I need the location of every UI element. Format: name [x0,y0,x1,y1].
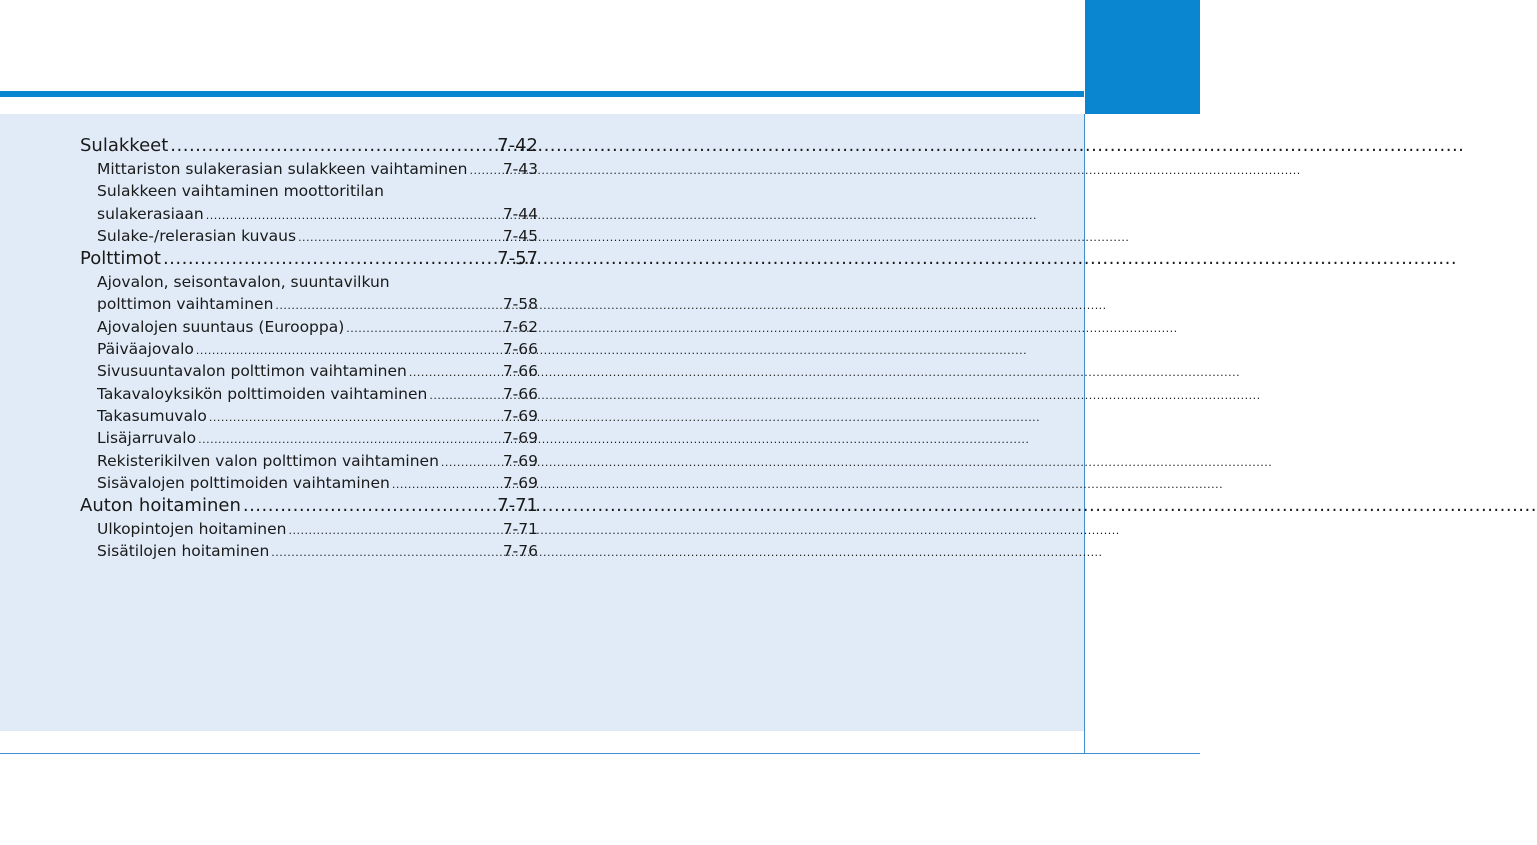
dot-leader [298,227,502,249]
toc-page-number: 7-69 [502,429,538,448]
dot-leader [206,205,502,227]
toc-section-title: Auton hoitaminen [80,495,241,517]
table-of-contents [80,134,538,563]
toc-entry[interactable] [80,472,538,494]
toc-page-number: 7-66 [502,362,538,381]
toc-entry-title: Sivusuuntavalon polttimon vaihtaminen [97,362,407,381]
toc-entry-continued[interactable] [80,271,538,293]
toc-section-title: Polttimot [80,248,161,270]
dot-leader [346,318,502,340]
dot-leader [243,494,496,518]
toc-section-auton-hoitaminen[interactable] [80,494,538,518]
toc-entry-title: Ajovalojen suuntaus (Eurooppa) [97,317,345,336]
toc-entry[interactable] [80,158,538,180]
dot-leader [196,340,502,362]
toc-page-number: 7-44 [502,204,538,223]
toc-entry-title: Ajovalon, seisontavalon, suuntavilkun [97,273,390,292]
toc-entry-title: Rekisterikilven valon polttimon vaihtaminen [97,451,439,470]
toc-entry-title: Takavaloyksikön polttimoiden vaihtaminen [97,384,428,403]
toc-entry[interactable] [80,427,538,449]
dot-leader [409,362,502,384]
toc-page-number: 7-66 [502,340,538,359]
toc-section-title: Sulakkeet [80,135,169,156]
dot-leader [198,429,502,451]
toc-page-number: 7-76 [502,542,538,561]
toc-entry-title: Sisävalojen polttimoiden vaihtaminen [97,473,390,492]
toc-entry[interactable] [80,540,538,562]
toc-entry-title: Lisäjarruvalo [97,429,197,448]
toc-page-number: 7-43 [502,160,538,178]
toc-entry-title: Ulkopintojen hoitaminen [97,520,287,539]
footer-rule [0,753,1200,754]
dot-leader [275,295,501,317]
toc-entry-title: Takasumuvalo [97,406,207,425]
dot-leader [469,160,501,182]
toc-entry-title: Sulake-/relerasian kuvaus [97,226,297,245]
toc-entry-title: Päiväajovalo [97,340,194,359]
toc-page-number: 7-42 [497,135,538,156]
dot-leader [392,474,502,496]
toc-entry[interactable] [80,518,538,540]
toc-entry[interactable] [80,338,538,360]
toc-entry[interactable] [80,293,538,315]
toc-page-number: 7-71 [497,495,538,517]
toc-page-number: 7-57 [497,248,538,270]
header-rule [0,91,1084,97]
toc-entry-title: Mittariston sulakerasian sulakkeen vaihtaminen [97,160,468,178]
toc-entry[interactable] [80,383,538,405]
dot-leader [209,407,502,429]
dot-leader [170,134,496,158]
dot-leader [288,520,501,542]
dot-leader [441,452,502,474]
dot-leader [429,385,501,407]
toc-page-number: 7-66 [502,384,538,403]
toc-page-number: 7-69 [502,473,538,492]
toc-section-polttimot[interactable] [80,247,538,271]
toc-entry-continued[interactable] [80,180,538,202]
toc-page-number: 7-69 [502,451,538,470]
toc-entry-title: sulakerasiaan [97,204,204,223]
toc-entry[interactable] [80,450,538,472]
dot-leader [163,247,496,271]
toc-entry-title: polttimon vaihtaminen [97,295,274,314]
toc-page-number: 7-62 [502,317,538,336]
toc-entry-title: Sulakkeen vaihtaminen moottoritilan [97,182,384,201]
toc-section-sulakkeet[interactable] [80,134,538,158]
toc-page-number: 7-69 [502,406,538,425]
toc-entry[interactable] [80,360,538,382]
toc-page-number: 7-58 [502,295,538,314]
dot-leader [271,542,502,564]
toc-entry[interactable] [80,225,538,247]
toc-entry-title: Sisätilojen hoitaminen [97,542,270,561]
toc-page-number: 7-71 [502,520,538,539]
toc-entry[interactable] [80,316,538,338]
toc-entry[interactable] [80,203,538,225]
vertical-divider [1084,114,1085,754]
chapter-tab [1085,0,1200,114]
toc-entry[interactable] [80,405,538,427]
toc-page-number: 7-45 [502,226,538,245]
